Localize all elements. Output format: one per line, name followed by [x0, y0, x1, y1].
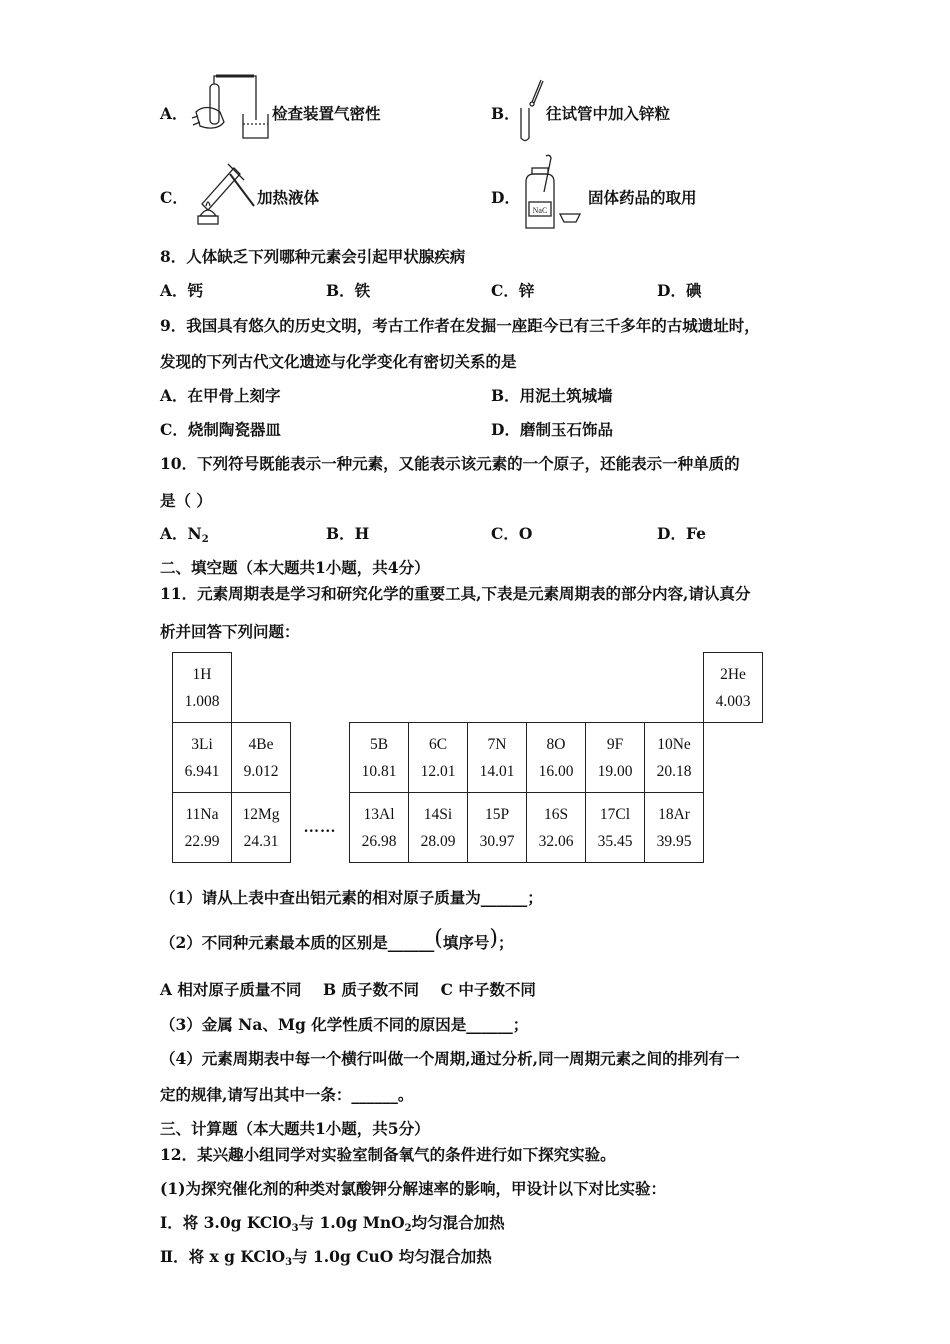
element-mass: 28.09 — [420, 832, 456, 850]
element-mass: 9.012 — [243, 762, 279, 780]
element-symbol: 14Si — [423, 805, 453, 823]
element-symbol: 16S — [543, 805, 569, 823]
element-symbol: 11Na — [185, 805, 219, 823]
element-mass: 30.97 — [479, 832, 515, 850]
q7-option-d-text: 固体药品的取用 — [588, 188, 697, 207]
element-cell-n — [468, 723, 527, 793]
element-symbol: 7N — [487, 735, 507, 753]
q11-sub2-text: （2）不同种元素最本质的区别是______ — [160, 933, 435, 952]
element-symbol: 9F — [606, 735, 624, 753]
element-cell-c — [409, 723, 468, 793]
element-symbol: 12Mg — [242, 805, 280, 823]
q11-sub2 — [160, 926, 514, 953]
exp1-subscript-1: 3 — [291, 1223, 299, 1234]
q8-option-d: D．碘 — [657, 281, 702, 300]
airtightness-check-apparatus-icon — [190, 72, 272, 144]
element-cell-al — [350, 793, 409, 863]
exp1-text-b: 与 1.0g MnO — [298, 1213, 405, 1232]
element-cell-s — [527, 793, 586, 863]
element-mass: 1.008 — [184, 692, 220, 710]
q11-sub4-line1: （4）元素周期表中每一个横行叫做一个周期,通过分析,同一周期元素之间的排列有一 — [160, 1049, 740, 1068]
q11-stem-line2: 析并回答下列问题： — [160, 622, 300, 641]
q12-sub1: (1)为探究催化剂的种类对氯酸钾分解速率的影响，甲设计以下对比实验： — [160, 1179, 666, 1198]
q8-stem: 8．人体缺乏下列哪种元素会引起甲状腺疾病 — [160, 247, 466, 266]
q10-option-a-subscript: 2 — [201, 534, 209, 545]
element-symbol: 5B — [369, 735, 389, 753]
element-cell-o — [527, 723, 586, 793]
test-tube-with-tongs-icon — [514, 78, 548, 144]
q8-option-b: B．铁 — [326, 281, 371, 300]
reagent-bottle-spoon-icon — [516, 152, 588, 232]
element-cell-b — [350, 723, 409, 793]
q11-sub2-hint: 填序号 — [442, 933, 490, 952]
element-mass: 24.31 — [243, 832, 279, 850]
q10-option-d: D．Fe — [657, 524, 706, 543]
q10-stem-line2: 是（ ） — [160, 491, 212, 510]
periodic-row-3 — [173, 793, 763, 863]
element-mass: 32.06 — [538, 832, 574, 850]
element-symbol: 10Ne — [657, 735, 691, 753]
element-cell-cl — [586, 793, 645, 863]
q10-option-b: B．H — [326, 524, 370, 543]
q9-option-d: D．磨制玉石饰品 — [491, 420, 613, 439]
q11-sub1: （1）请从上表中查出铝元素的相对原子质量为______； — [160, 888, 543, 907]
periodic-table — [172, 652, 763, 863]
element-mass: 22.99 — [184, 832, 220, 850]
q7-option-b-letter: B． — [491, 104, 520, 123]
element-cell-be — [232, 723, 291, 793]
q11-sub2-open-paren: ( — [434, 926, 443, 951]
periodic-row-1 — [173, 653, 763, 723]
element-mass: 16.00 — [538, 762, 574, 780]
element-symbol: 17Cl — [599, 805, 631, 823]
element-cell-ne — [645, 723, 704, 793]
q10-option-a — [160, 522, 209, 545]
element-mass: 10.81 — [361, 762, 397, 780]
exp2-text-b: 与 1.0g CuO 均匀混合加热 — [292, 1247, 492, 1266]
element-cell-ar — [645, 793, 704, 863]
element-mass: 39.95 — [656, 832, 692, 850]
q9-option-a: A．在甲骨上刻字 — [160, 386, 281, 405]
q9-option-c: C．烧制陶瓷器皿 — [160, 420, 281, 439]
q9-stem-line1: 9．我国具有悠久的历史文明，考古工作者在发掘一座距今已有三千多年的古城遗址时， — [160, 316, 760, 335]
section3-heading: 三、计算题（本大题共1小题，共5分） — [160, 1119, 430, 1138]
element-symbol: 4Be — [248, 735, 274, 753]
q7-option-c-letter: C． — [160, 188, 188, 207]
exp2-text-a: Ⅱ．将 x g KClO — [160, 1247, 286, 1266]
element-mass: 14.01 — [479, 762, 515, 780]
element-mass: 12.01 — [420, 762, 456, 780]
q7-option-b-text: 往试管中加入锌粒 — [546, 104, 671, 123]
q11-sub3: （3）金属 Na、Mg 化学性质不同的原因是______； — [160, 1015, 529, 1034]
element-symbol: 8O — [546, 735, 566, 753]
heating-liquid-apparatus-icon — [188, 160, 260, 230]
q8-option-c: C．锌 — [491, 281, 535, 300]
q7-option-d-letter: D． — [491, 188, 520, 207]
table-ellipsis: …… — [303, 819, 337, 836]
element-mass: 20.18 — [656, 762, 692, 780]
q11-stem-line1: 11．元素周期表是学习和研究化学的重要工具,下表是元素周期表的部分内容,请认真分 — [160, 584, 751, 603]
element-symbol: 15P — [484, 805, 510, 823]
exp2-subscript-1: 3 — [285, 1257, 293, 1268]
element-cell-li — [173, 723, 232, 793]
element-mass: 19.00 — [597, 762, 633, 780]
q11-sub2-end: ； — [498, 933, 514, 952]
q8-option-a: A．钙 — [160, 281, 204, 300]
element-cell-na — [173, 793, 232, 863]
q11-sub2-close-paren: ) — [489, 926, 498, 951]
element-cell-mg — [232, 793, 291, 863]
exp1-subscript-2: 2 — [404, 1223, 412, 1234]
element-cell-he — [704, 653, 763, 723]
q10-option-c: C．O — [491, 524, 533, 543]
exp1-text-c: 均匀混合加热 — [411, 1213, 505, 1232]
q12-experiment-2 — [160, 1245, 492, 1268]
element-mass: 35.45 — [597, 832, 633, 850]
q7-option-a-text: 检查装置气密性 — [272, 104, 381, 123]
q7-option-c-text: 加热液体 — [257, 188, 320, 207]
q10-option-a-text: A．N — [160, 524, 202, 543]
element-symbol: 18Ar — [658, 805, 690, 823]
element-cell-p — [468, 793, 527, 863]
element-mass: 4.003 — [715, 692, 751, 710]
section2-heading: 二、填空题（本大题共1小题，共4分） — [160, 558, 430, 577]
element-mass: 26.98 — [361, 832, 397, 850]
element-symbol: 3Li — [191, 735, 213, 753]
exp1-text-a: Ⅰ．将 3.0g KClO — [160, 1213, 292, 1232]
q11-sub4-line2: 定的规律,请写出其中一条：______。 — [160, 1085, 414, 1104]
q9-stem-line2: 发现的下列古代文化遗迹与化学变化有密切关系的是 — [160, 352, 517, 371]
q11-sub2-options: A 相对原子质量不同 B 质子数不同 C 中子数不同 — [160, 980, 536, 999]
q10-stem-line1: 10．下列符号既能表示一种元素，又能表示该元素的一个原子，还能表示一种单质的 — [160, 454, 740, 473]
element-symbol: 1H — [192, 665, 212, 683]
bottle-label-text: NaC — [532, 206, 548, 215]
q12-experiment-1 — [160, 1211, 505, 1234]
periodic-row-2 — [173, 723, 763, 793]
element-symbol: 6C — [428, 735, 448, 753]
q9-option-b: B．用泥土筑城墙 — [491, 386, 613, 405]
element-cell-f — [586, 723, 645, 793]
element-mass: 6.941 — [184, 762, 220, 780]
element-cell-h — [173, 653, 232, 723]
q7-option-a-letter: A． — [160, 104, 188, 123]
element-symbol: 13Al — [363, 805, 395, 823]
element-symbol: 2He — [720, 665, 746, 683]
element-cell-si — [409, 793, 468, 863]
q12-stem: 12．某兴趣小组同学对实验室制备氧气的条件进行如下探究实验。 — [160, 1145, 616, 1164]
